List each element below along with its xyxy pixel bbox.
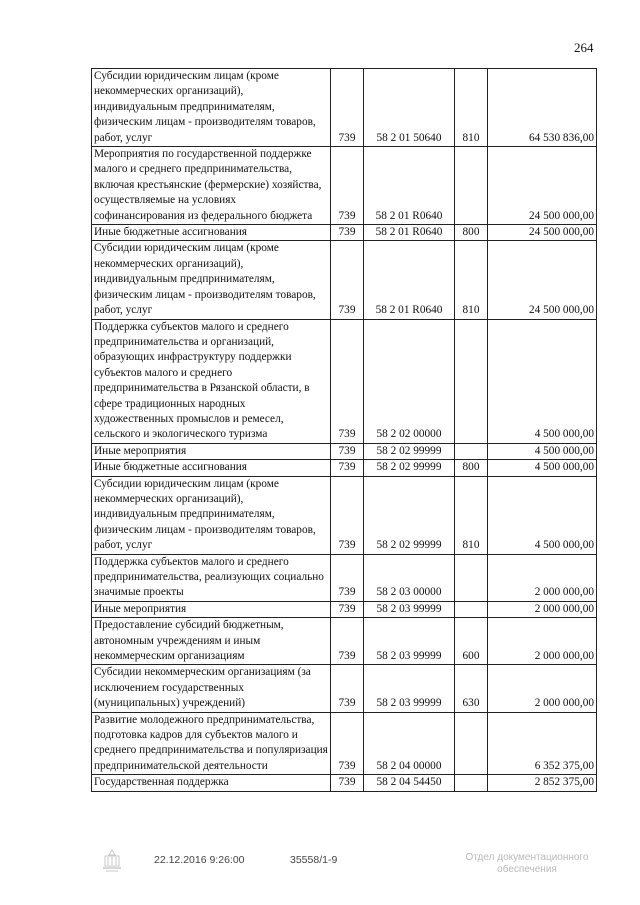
table-row — [92, 443, 597, 459]
row-name-text: Предоставление субсидий бюджетным, автономным учреждениям и иным некоммерческим организациям — [94, 619, 284, 663]
row-target-code: 58 2 02 99999 — [364, 443, 455, 459]
row-target-code: 58 2 01 R0640 — [364, 147, 455, 225]
department-stamp — [452, 852, 602, 880]
row-name-text: Развитие молодежного предпринимательства, подготовка кадров для субъектов малого и среднего предпринимательства и популяризация предпринимательской деятельности — [94, 713, 328, 772]
table-row — [92, 476, 597, 554]
budget-table — [91, 68, 597, 792]
row-name — [92, 443, 331, 459]
row-expense-type: 800 — [455, 225, 488, 241]
row-admin-code: 739 — [331, 241, 364, 319]
row-admin-code: 739 — [331, 319, 364, 443]
row-admin-code: 739 — [331, 712, 364, 775]
row-name — [92, 319, 331, 443]
row-name — [92, 712, 331, 775]
row-admin-code: 739 — [331, 69, 364, 147]
row-name — [92, 775, 331, 791]
row-amount: 4 500 000,00 — [488, 460, 597, 476]
row-target-code: 58 2 04 00000 — [364, 712, 455, 775]
row-expense-type: 810 — [455, 476, 488, 554]
row-name-text: Поддержка субъектов малого и среднего предпринимательства, реализующих социально значимые проекты — [94, 555, 324, 599]
row-target-code: 58 2 04 54450 — [364, 775, 455, 791]
row-amount: 4 500 000,00 — [488, 319, 597, 443]
stamp-line-2: обеспечения — [497, 864, 557, 875]
row-admin-code: 739 — [331, 601, 364, 617]
footer-doc-number: 35558/1-9 — [290, 854, 338, 866]
table-row — [92, 460, 597, 476]
row-expense-type — [455, 601, 488, 617]
table-row — [92, 665, 597, 712]
row-expense-type: 630 — [455, 665, 488, 712]
row-name-text: Иные бюджетные ассигнования — [94, 461, 247, 474]
row-expense-type — [455, 775, 488, 791]
table-row — [92, 554, 597, 601]
row-amount: 2 000 000,00 — [488, 618, 597, 665]
row-target-code: 58 2 02 99999 — [364, 460, 455, 476]
row-target-code: 58 2 01 R0640 — [364, 241, 455, 319]
table-row — [92, 147, 597, 225]
footer-date: 22.12.2016 9:26:00 — [154, 854, 245, 866]
row-amount: 2 852 375,00 — [488, 775, 597, 791]
row-name — [92, 69, 331, 147]
row-name-text: Поддержка субъектов малого и среднего предпринимательства и организаций, образующих инфраструктуру поддержки субъектов малого и среднего предпринимательства в Рязанской области, в сфере традиционных народных художественных промыслов и ремесел, сельского и экологического туризма — [94, 320, 310, 441]
row-expense-type — [455, 712, 488, 775]
row-amount: 4 500 000,00 — [488, 443, 597, 459]
row-name — [92, 225, 331, 241]
row-amount: 24 500 000,00 — [488, 241, 597, 319]
table-row — [92, 601, 597, 617]
page-number: 264 — [574, 40, 594, 55]
row-name-text: Субсидии некоммерческим организациям (за исключением государственных (муниципальных) учреждений) — [94, 666, 311, 710]
row-name — [92, 601, 331, 617]
table-row — [92, 225, 597, 241]
duma-emblem-icon — [100, 848, 124, 874]
row-name-text: Государственная поддержка — [94, 776, 229, 789]
row-name — [92, 460, 331, 476]
row-name-text: Субсидии юридическим лицам (кроме некоммерческих организаций), индивидуальным предпринимателям, физическим лицам - производителям товаров, работ, услуг — [94, 477, 316, 552]
row-amount: 2 000 000,00 — [488, 665, 597, 712]
table-row — [92, 319, 597, 443]
row-amount: 24 500 000,00 — [488, 225, 597, 241]
row-admin-code: 739 — [331, 225, 364, 241]
row-expense-type — [455, 147, 488, 225]
row-admin-code: 739 — [331, 665, 364, 712]
row-admin-code: 739 — [331, 147, 364, 225]
row-name — [92, 476, 331, 554]
row-admin-code: 739 — [331, 476, 364, 554]
row-name-text: Субсидии юридическим лицам (кроме некоммерческих организаций), индивидуальным предпринимателям, физическим лицам - производителям товаров, работ, услуг — [94, 242, 316, 317]
row-name — [92, 618, 331, 665]
row-target-code: 58 2 02 00000 — [364, 319, 455, 443]
row-expense-type — [455, 319, 488, 443]
row-expense-type: 600 — [455, 618, 488, 665]
row-admin-code: 739 — [331, 443, 364, 459]
row-expense-type: 810 — [455, 69, 488, 147]
row-amount: 4 500 000,00 — [488, 476, 597, 554]
row-target-code: 58 2 03 99999 — [364, 601, 455, 617]
row-amount: 2 000 000,00 — [488, 601, 597, 617]
row-amount: 6 352 375,00 — [488, 712, 597, 775]
row-expense-type: 810 — [455, 241, 488, 319]
row-target-code: 58 2 03 99999 — [364, 665, 455, 712]
row-expense-type — [455, 554, 488, 601]
row-admin-code: 739 — [331, 775, 364, 791]
row-target-code: 58 2 03 99999 — [364, 618, 455, 665]
table-row — [92, 241, 597, 319]
row-target-code: 58 2 01 R0640 — [364, 225, 455, 241]
row-amount: 24 500 000,00 — [488, 147, 597, 225]
row-target-code: 58 2 03 00000 — [364, 554, 455, 601]
table-row — [92, 618, 597, 665]
row-name-text: Мероприятия по государственной поддержке малого и среднего предпринимательства, включая крестьянские (фермерские) хозяйства, осуществляемые на условиях софинансирования из федерального бюджета — [94, 148, 322, 222]
row-target-code: 58 2 02 99999 — [364, 476, 455, 554]
row-target-code: 58 2 01 50640 — [364, 69, 455, 147]
row-admin-code: 739 — [331, 618, 364, 665]
row-name — [92, 665, 331, 712]
row-expense-type: 800 — [455, 460, 488, 476]
row-name — [92, 554, 331, 601]
row-name-text: Иные бюджетные ассигнования — [94, 226, 247, 239]
row-name-text: Иные мероприятия — [94, 444, 187, 457]
stamp-line-1: Отдел документационного — [465, 852, 589, 863]
row-amount: 2 000 000,00 — [488, 554, 597, 601]
row-name-text: Иные мероприятия — [94, 602, 187, 615]
row-admin-code: 739 — [331, 554, 364, 601]
row-name-text: Субсидии юридическим лицам (кроме некоммерческих организаций), индивидуальным предпринимателям, физическим лицам - производителям товаров, работ, услуг — [94, 70, 316, 144]
row-name — [92, 241, 331, 319]
table-row — [92, 712, 597, 775]
row-name — [92, 147, 331, 225]
row-admin-code: 739 — [331, 460, 364, 476]
row-amount: 64 530 836,00 — [488, 69, 597, 147]
row-expense-type — [455, 443, 488, 459]
table-row — [92, 69, 597, 147]
table-row — [92, 775, 597, 791]
